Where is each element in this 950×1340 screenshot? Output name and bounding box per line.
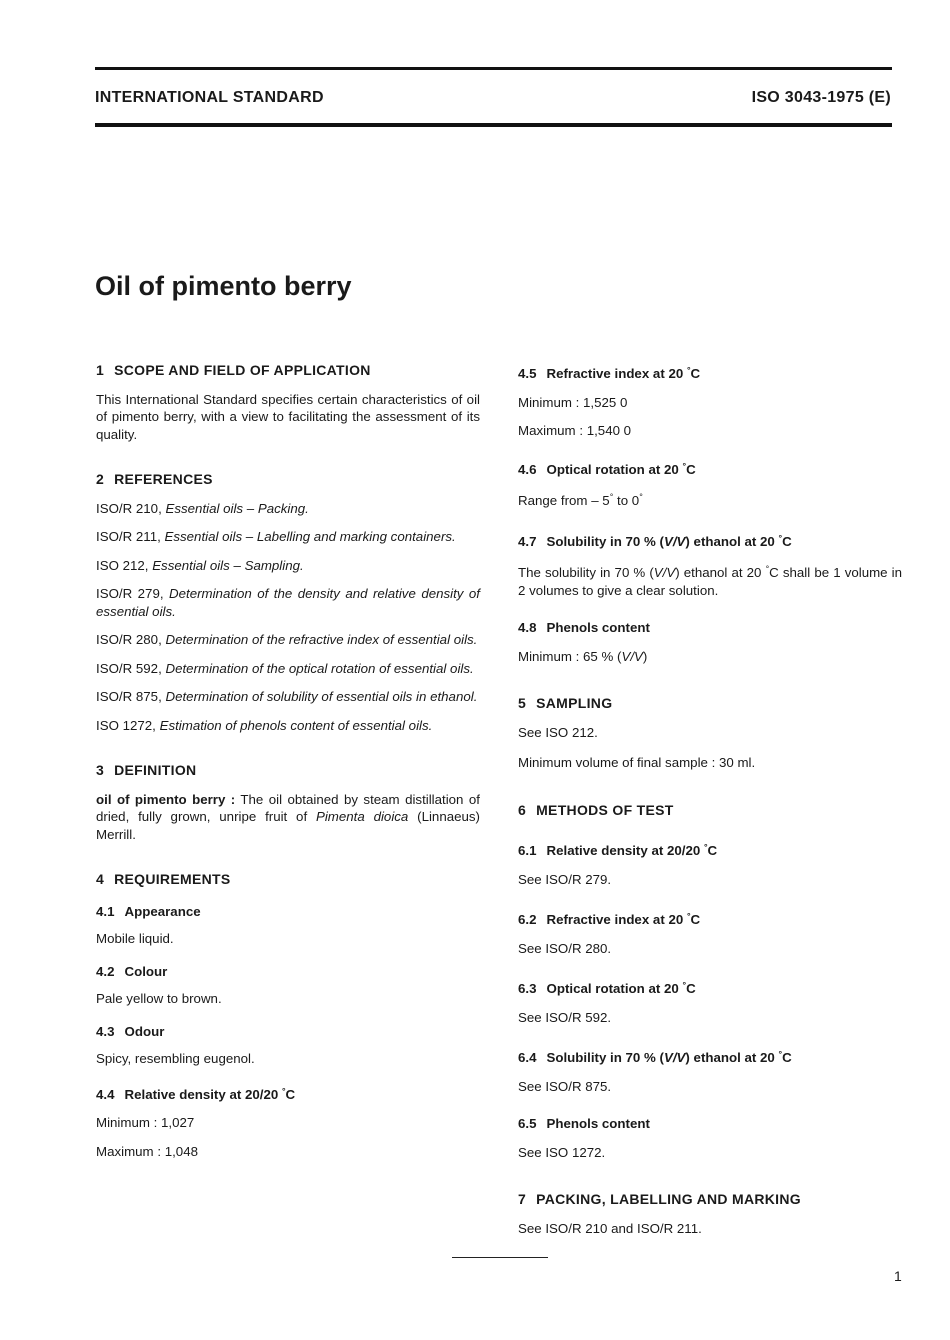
subsection-6-2-text: See ISO/R 280. (518, 940, 612, 956)
section-1-heading: 1 SCOPE AND FIELD OF APPLICATION (96, 362, 371, 378)
subsection-4-2-heading: 4.2 Colour (96, 963, 168, 979)
section-7-heading: 7 PACKING, LABELLING AND MARKING (518, 1191, 801, 1207)
subsection-4-3-text: Spicy, resembling eugenol. (96, 1051, 255, 1066)
right-column (518, 362, 902, 1237)
document-title: Oil of pimento berry (95, 271, 352, 301)
subsection-4-8-text: Minimum : 65 % (V/V) (518, 648, 648, 664)
subsection-4-4-maximum: Maximum : 1,048 (96, 1143, 198, 1159)
subsection-4-8-heading: 4.8 Phenols content (518, 620, 650, 635)
reference-item: ISO/R 280, Determination of the refractive index of essential oils. (96, 632, 478, 647)
header-right-label: ISO 3043-1975 (E) (751, 89, 891, 106)
section-3-definition: oil of pimento berry : The oil obtained by steam distillation of dried, fully grown, unripe fruit of Pimenta dioica (Linnaeus) Merrill. (96, 791, 480, 842)
page-number: 1 (894, 1268, 902, 1284)
subsection-4-7-heading: 4.7 Solubility in 70 % (V/V) ethanol at 20 °C (518, 532, 792, 549)
subsection-6-3-heading: 6.3 Optical rotation at 20 °C (518, 980, 696, 996)
subsection-6-5-text: See ISO 1272. (518, 1144, 606, 1160)
header-left-label: INTERNATIONAL STANDARD (95, 89, 324, 106)
subsection-4-5-maximum: Maximum : 1,540 0 (518, 423, 632, 438)
subsection-6-2-heading: 6.2 Refractive index at 20 °C (518, 911, 701, 927)
section-2-heading: 2 REFERENCES (96, 471, 213, 487)
header-top-rule (95, 67, 892, 70)
subsection-4-7-text: The solubility in 70 % (V/V) ethanol at 20 °C shall be 1 volume in 2 volumes to give a clear solution. (518, 564, 903, 598)
subsection-4-3-heading: 4.3 Odour (96, 1023, 165, 1039)
reference-item: ISO/R 875, Determination of solubility of essential oils in ethanol. (96, 689, 478, 704)
header-bottom-rule (95, 123, 892, 127)
reference-item: ISO/R 279, Determination of the density and relative density of essential oils. (96, 586, 480, 619)
reference-item: ISO 1272, Estimation of phenols content of essential oils. (96, 717, 433, 733)
subsection-4-5-minimum: Minimum : 1,525 0 (518, 394, 628, 410)
subsection-4-6-range: Range from – 5° to 0° (518, 492, 643, 508)
subsection-4-6-heading: 4.6 Optical rotation at 20 °C (518, 460, 696, 477)
section-7-text: See ISO/R 210 and ISO/R 211. (518, 1220, 702, 1236)
section-5-text-1: See ISO 212. (518, 724, 598, 740)
subsection-6-1-heading: 6.1 Relative density at 20/20 °C (518, 842, 718, 858)
section-5-text-2: Minimum volume of final sample : 30 ml. (518, 755, 756, 770)
footer-rule (452, 1257, 548, 1258)
subsection-4-4-heading: 4.4 Relative density at 20/20 °C (96, 1085, 296, 1102)
subsection-4-2-text: Pale yellow to brown. (96, 991, 222, 1006)
left-column (96, 362, 480, 1160)
subsection-4-4-minimum: Minimum : 1,027 (96, 1115, 195, 1130)
subsection-4-1-text: Mobile liquid. (96, 931, 174, 946)
subsection-4-1-heading: 4.1 Appearance (96, 903, 201, 919)
subsection-6-1-text: See ISO/R 279. (518, 871, 612, 887)
subsection-4-5-heading: 4.5 Refractive index at 20 °C (518, 365, 701, 381)
section-6-heading: 6 METHODS OF TEST (518, 801, 674, 818)
subsection-6-4-heading: 6.4 Solubility in 70 % (V/V) ethanol at 20 °C (518, 1049, 792, 1065)
section-3-heading: 3 DEFINITION (96, 762, 197, 778)
subsection-6-3-text: See ISO/R 592. (518, 1009, 612, 1025)
reference-item: ISO/R 211, Essential oils – Labelling and marking containers. (96, 529, 456, 544)
subsection-6-5-heading: 6.5 Phenols content (518, 1116, 650, 1131)
section-1-text: This International Standard specifies certain characteristics of oil of pimento berry, with a view to facilitating the assessment of its quality. (96, 391, 480, 442)
reference-item: ISO/R 592, Determination of the optical rotation of essential oils. (96, 660, 474, 676)
section-4-heading: 4 REQUIREMENTS (96, 871, 231, 887)
subsection-6-4-text: See ISO/R 875. (518, 1078, 612, 1094)
section-5-heading: 5 SAMPLING (518, 695, 613, 711)
reference-item: ISO/R 210, Essential oils – Packing. (96, 500, 309, 516)
reference-item: ISO 212, Essential oils – Sampling. (96, 557, 304, 573)
